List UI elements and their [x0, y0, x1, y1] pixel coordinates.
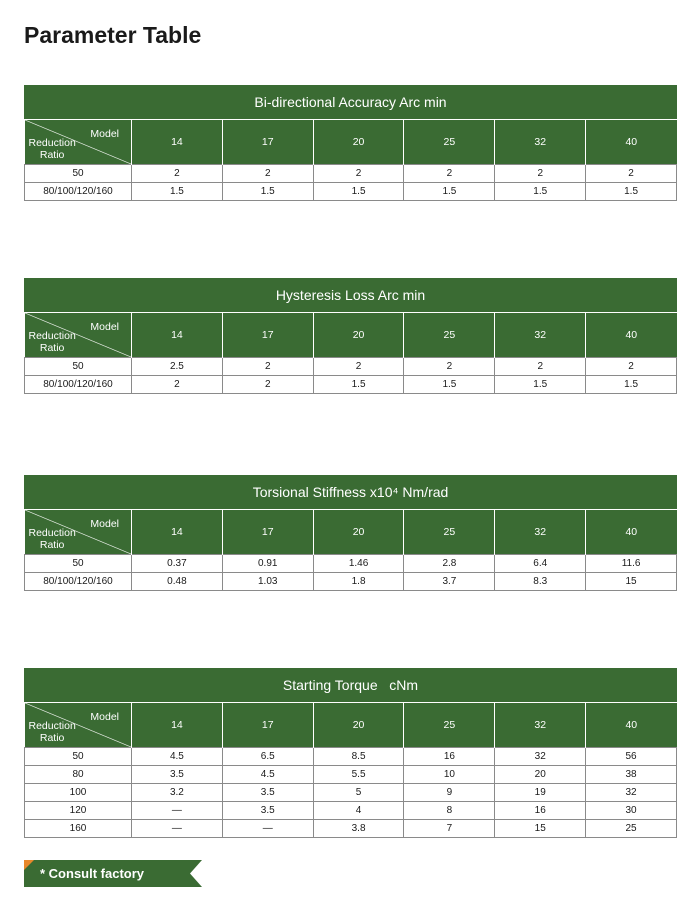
value-cell: — [132, 802, 223, 820]
value-cell: 0.37 [132, 555, 223, 573]
value-cell: 8 [404, 802, 495, 820]
model-header: 14 [132, 313, 223, 358]
parameter-table [24, 313, 677, 394]
model-label: Model [90, 321, 119, 333]
value-cell: 1.5 [313, 376, 404, 394]
value-cell: 3.2 [132, 784, 223, 802]
value-cell: 5.5 [313, 766, 404, 784]
value-cell: 1.5 [586, 183, 677, 201]
ratio-cell: 50 [25, 358, 132, 376]
value-cell: 3.8 [313, 820, 404, 838]
model-header: 17 [222, 120, 313, 165]
value-cell: 1.5 [495, 376, 586, 394]
value-cell: 4.5 [222, 766, 313, 784]
ratio-cell: 50 [25, 748, 132, 766]
model-header: 40 [586, 313, 677, 358]
value-cell: 32 [586, 784, 677, 802]
value-cell: 6.4 [495, 555, 586, 573]
value-cell: 1.03 [222, 573, 313, 591]
value-cell: 9 [404, 784, 495, 802]
model-header: 17 [222, 703, 313, 748]
model-label: Model [90, 128, 119, 140]
section-title: Starting Torque cNm [24, 668, 677, 703]
table-row [25, 358, 677, 376]
table-section-accuracy [24, 85, 677, 201]
value-cell: 2 [313, 165, 404, 183]
model-header: 32 [495, 510, 586, 555]
value-cell: 56 [586, 748, 677, 766]
model-header: 25 [404, 120, 495, 165]
value-cell: 2 [586, 358, 677, 376]
value-cell: 2 [222, 165, 313, 183]
reduction-ratio-label: Reduction Ratio [28, 137, 76, 161]
value-cell: 32 [495, 748, 586, 766]
value-cell: 0.91 [222, 555, 313, 573]
value-cell: 15 [586, 573, 677, 591]
model-header: 40 [586, 120, 677, 165]
value-cell: 16 [404, 748, 495, 766]
value-cell: 2 [222, 358, 313, 376]
value-cell: 19 [495, 784, 586, 802]
value-cell: 2 [586, 165, 677, 183]
model-header: 20 [313, 120, 404, 165]
value-cell: 8.3 [495, 573, 586, 591]
ratio-cell: 80/100/120/160 [25, 183, 132, 201]
section-title: Hysteresis Loss Arc min [24, 278, 677, 313]
model-header: 14 [132, 703, 223, 748]
table-section-starting-torque [24, 668, 677, 838]
model-header: 17 [222, 510, 313, 555]
model-header: 14 [132, 510, 223, 555]
value-cell: 30 [586, 802, 677, 820]
value-cell: 2.5 [132, 358, 223, 376]
model-header: 40 [586, 703, 677, 748]
table-row [25, 802, 677, 820]
table-row [25, 376, 677, 394]
value-cell: 25 [586, 820, 677, 838]
model-header: 32 [495, 313, 586, 358]
value-cell: 2 [313, 358, 404, 376]
value-cell: 16 [495, 802, 586, 820]
table-row [25, 784, 677, 802]
ratio-cell: 160 [25, 820, 132, 838]
corner-header [25, 313, 132, 358]
page-title: Parameter Table [24, 22, 202, 48]
table-row [25, 766, 677, 784]
ratio-cell: 80/100/120/160 [25, 376, 132, 394]
value-cell: 1.8 [313, 573, 404, 591]
value-cell: 3.7 [404, 573, 495, 591]
ratio-cell: 120 [25, 802, 132, 820]
model-header: 20 [313, 510, 404, 555]
model-header: 40 [586, 510, 677, 555]
table-row [25, 820, 677, 838]
note-text: * Consult factory [40, 866, 145, 881]
section-title: Torsional Stiffness x10⁴ Nm/rad [24, 475, 677, 510]
table-header-row [25, 510, 677, 555]
value-cell: 1.5 [222, 183, 313, 201]
model-header: 20 [313, 703, 404, 748]
reduction-ratio-label: Reduction Ratio [28, 527, 76, 551]
table-row [25, 573, 677, 591]
reduction-ratio-label: Reduction Ratio [28, 330, 76, 354]
value-cell: 38 [586, 766, 677, 784]
value-cell: — [132, 820, 223, 838]
value-cell: 2 [132, 376, 223, 394]
value-cell: 1.5 [495, 183, 586, 201]
parameter-table [24, 120, 677, 201]
model-header: 32 [495, 120, 586, 165]
table-header-row [25, 703, 677, 748]
value-cell: 0.48 [132, 573, 223, 591]
value-cell: 2.8 [404, 555, 495, 573]
value-cell: 20 [495, 766, 586, 784]
value-cell: 1.5 [404, 183, 495, 201]
value-cell: 8.5 [313, 748, 404, 766]
model-header: 20 [313, 313, 404, 358]
ratio-cell: 50 [25, 165, 132, 183]
value-cell: 1.46 [313, 555, 404, 573]
value-cell: 2 [495, 358, 586, 376]
value-cell: 7 [404, 820, 495, 838]
model-header: 25 [404, 313, 495, 358]
model-label: Model [90, 711, 119, 723]
section-title: Bi-directional Accuracy Arc min [24, 85, 677, 120]
value-cell: 11.6 [586, 555, 677, 573]
reduction-ratio-label: Reduction Ratio [28, 720, 76, 744]
model-header: 25 [404, 703, 495, 748]
corner-header [25, 510, 132, 555]
value-cell: 6.5 [222, 748, 313, 766]
ratio-cell: 80 [25, 766, 132, 784]
table-row [25, 165, 677, 183]
value-cell: 1.5 [586, 376, 677, 394]
value-cell: 2 [222, 376, 313, 394]
ratio-cell: 80/100/120/160 [25, 573, 132, 591]
corner-header [25, 703, 132, 748]
value-cell: 1.5 [132, 183, 223, 201]
value-cell: 2 [132, 165, 223, 183]
value-cell: 10 [404, 766, 495, 784]
ratio-cell: 100 [25, 784, 132, 802]
value-cell: 3.5 [132, 766, 223, 784]
value-cell: 5 [313, 784, 404, 802]
value-cell: 3.5 [222, 802, 313, 820]
model-header: 14 [132, 120, 223, 165]
model-header: 17 [222, 313, 313, 358]
value-cell: 4 [313, 802, 404, 820]
model-label: Model [90, 518, 119, 530]
ratio-cell: 50 [25, 555, 132, 573]
value-cell: 1.5 [313, 183, 404, 201]
table-section-torsional-stiffness [24, 475, 677, 591]
value-cell: 2 [404, 358, 495, 376]
value-cell: 15 [495, 820, 586, 838]
value-cell: 4.5 [132, 748, 223, 766]
value-cell: — [222, 820, 313, 838]
model-header: 32 [495, 703, 586, 748]
value-cell: 2 [495, 165, 586, 183]
consult-factory-note [24, 860, 202, 887]
value-cell: 1.5 [404, 376, 495, 394]
parameter-table [24, 703, 677, 838]
table-row [25, 555, 677, 573]
table-section-hysteresis [24, 278, 677, 394]
corner-header [25, 120, 132, 165]
value-cell: 3.5 [222, 784, 313, 802]
table-row [25, 748, 677, 766]
value-cell: 2 [404, 165, 495, 183]
table-header-row [25, 313, 677, 358]
parameter-table [24, 510, 677, 591]
table-row [25, 183, 677, 201]
table-header-row [25, 120, 677, 165]
model-header: 25 [404, 510, 495, 555]
